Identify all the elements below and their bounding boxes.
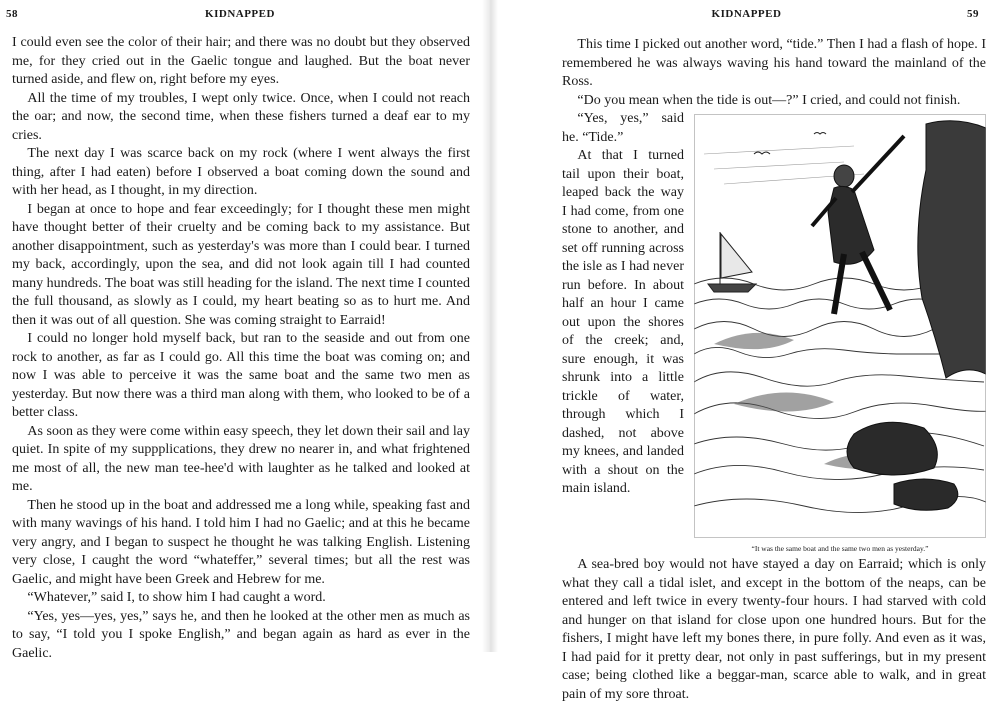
left-paragraph: The next day I was scarce back on my rock (where I went always the first thing, after I had eaten) before I observed a boat coming down the sound and with her head, as I thought, in my direction. [12, 146, 470, 198]
left-paragraph: “Whatever,” said I, to show him I had caught a word. [27, 590, 326, 605]
left-page-body [12, 34, 470, 663]
left-paragraph: As soon as they were come within easy speech, they let down their sail and lay quiet. In spite of my suppplications, they drew no nearer in, and what frightened me most of all, the new man tee-hee'd with laughter as he talked and looked at me. [12, 423, 470, 494]
illustration-drawing [694, 114, 986, 538]
left-paragraph: “Yes, yes—yes, yes,” says he, and then he looked at the other men as much as to say, “I told you I spoke English,” and began again as hard as ever in the Gaelic. [12, 608, 470, 661]
right-page-header [500, 6, 993, 24]
left-page [0, 0, 480, 661]
left-paragraph: I could even see the color of their hair; and there was no doubt but they observed me, for they cried out in the Gaelic tongue and laughed. But the boat never turned aside, and flew on, right before my eyes. [12, 35, 470, 87]
left-paragraph: Then he stood up in the boat and addressed me a long while, speaking fast and with many wavings of his hand. I told him I had no Gaelic; and at this he became very angry, and I began to suspect he thought he was talking English. Listening very close, I caught the word “whateffer,” several times; but all the rest was Gaelic, and might have been Greek and Hebrew for me. [12, 497, 470, 587]
right-paragraph: “Yes, yes,” said he. “Tide.” [562, 111, 684, 145]
right-paragraph: This time I picked out another word, “tide.” Then I had a flash of hope. I remembered he was always waving his hand toward the mainland of the Ross. [562, 37, 986, 89]
right-page-number: 59 [967, 8, 979, 20]
right-page [500, 0, 993, 702]
right-paragraph: “Do you mean when the tide is out—?” I cried, and could not finish. [577, 92, 961, 108]
right-paragraph: A sea-bred boy would not have stayed a day on Earraid; which is only what they call a tidal islet, and except in the bottom of the neaps, can be entered and left twice in every twenty-four hours. I had starved with cold and hunger on that island for close upon one hundred hours. But for the fishers, I might have left my bones there, in pure folly. And even as it was, I had paid for it pretty dear, not only in past sufferings, but in my present case; being clothed like a beggar-man, scarce able to walk, and in great pain of my sore throat. [562, 557, 986, 702]
book-gutter [482, 0, 498, 652]
left-paragraph: I could no longer hold myself back, but ran to the seaside and out from one rock to another, as far as I could go. All this time the boat was coming on; and now I was able to perceive it was the same boat and the same two men as yesterday. But now there was a third man along with them, who looked to be of a better class. [12, 331, 470, 420]
right-paragraph: At that I turned tail upon their boat, leaped back the way I had come, from one stone to another, and set off running across the isle as I had never run before. In about half an hour I came out upon the shores of the creek; and, sure enough, it was shrunk into a little trickle of water, through which I dashed, not above my knees, and landed with a shout on the main island. [562, 148, 684, 496]
left-paragraph: All the time of my troubles, I wept only twice. Once, when I could not reach the oar; and now, the second time, when these fishers turned a deaf ear to my cries. [12, 90, 470, 143]
illustration-caption: “It was the same boat and the same two men as yesterday.” [751, 544, 929, 553]
left-running-title: KIDNAPPED [205, 8, 275, 20]
right-running-title: KIDNAPPED [711, 8, 782, 20]
left-paragraph: I began at once to hope and fear exceedingly; for I thought these men might have thought better of their cruelty and be coming back to my assistance. But another disappointment, such as yesterday's was more than I could bear. I turned my back, accordingly, upon the sea, and did not look again till I had counted many hundreds. The boat was still heading for the island. The next time I counted the full thousand, as slowly as I could, my heart beating so as to hurt me. And then it was out of all question. She was coming straight to Earraid! [12, 201, 470, 328]
left-page-header [0, 6, 480, 24]
left-page-number: 58 [6, 8, 18, 20]
right-page-body [562, 36, 986, 704]
illustration [694, 114, 986, 552]
